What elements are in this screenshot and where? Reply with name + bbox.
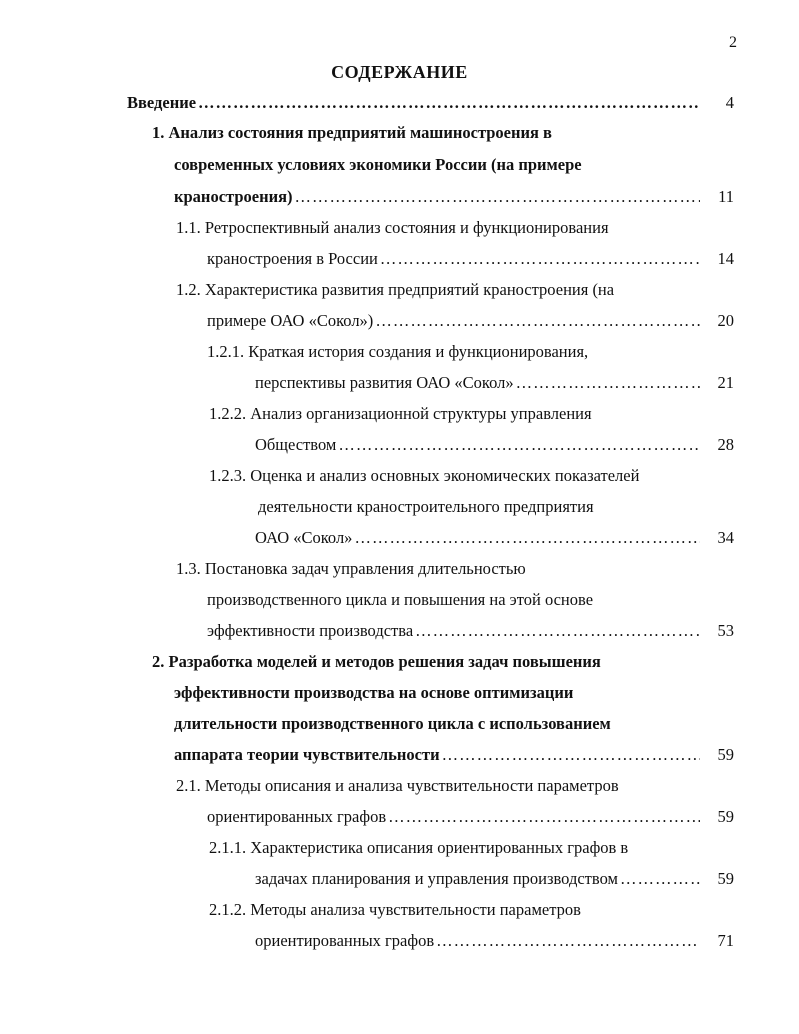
toc-entry-text: 1.2.1. Краткая история создания и функционирования, xyxy=(207,342,589,361)
toc-entry-text: 1.3. Постановка задач управления длительностью xyxy=(176,559,526,578)
toc-entry-text: краностроения) xyxy=(174,187,293,206)
toc-entry-text: примере ОАО «Сокол») xyxy=(207,311,374,330)
toc-page-number: 71 xyxy=(717,931,734,950)
page-number: 2 xyxy=(729,34,737,51)
toc-entry-text: деятельности краностроительного предприятия xyxy=(258,497,594,516)
toc-entry-text: 1.1. Ретроспективный анализ состояния и функционирования xyxy=(176,218,609,237)
toc-entry-text: аппарата теории чувствительности xyxy=(174,745,440,764)
toc-entry-text: 2.1. Методы описания и анализа чувствительности параметров xyxy=(176,776,619,795)
toc-entry-1-2-2 xyxy=(255,430,734,460)
toc-entry-1-2-1 xyxy=(255,368,734,398)
page-title: СОДЕРЖАНИЕ xyxy=(331,62,468,82)
toc-entry-text: 2. Разработка моделей и методов решения задач повышения xyxy=(152,652,601,671)
dot-leader xyxy=(338,430,700,460)
toc-entry-1-2-3 xyxy=(255,523,734,553)
dot-leader xyxy=(198,88,700,118)
toc-entry-chapter-2 xyxy=(174,740,734,770)
toc-entry-text: 1.2. Характеристика развития предприятий краностроения (на xyxy=(176,280,615,299)
toc-page-number: 59 xyxy=(717,869,734,888)
toc-entry-text: ориентированных графов xyxy=(255,931,435,950)
dot-leader xyxy=(375,306,700,336)
dot-leader xyxy=(380,244,700,274)
toc-page-number: 4 xyxy=(725,93,734,112)
toc-entry-text: длительности производственного цикла с использованием xyxy=(174,714,611,733)
toc-entry-1-2 xyxy=(207,306,734,336)
toc-entry-2-1 xyxy=(207,802,734,832)
toc-entry-text: Обществом xyxy=(255,435,337,454)
toc-entry-intro xyxy=(127,88,734,118)
dot-leader xyxy=(620,864,700,894)
dot-leader xyxy=(415,616,700,646)
toc-entry-chapter-1 xyxy=(174,182,734,212)
toc-entry-text: краностроения в России xyxy=(207,249,378,268)
toc-page-number: 59 xyxy=(717,745,734,764)
toc-page-number: 11 xyxy=(718,187,734,206)
dot-leader xyxy=(295,182,700,212)
toc-entry-text: современных условиях экономики России (на примере xyxy=(174,155,582,174)
toc-entry-text: ориентированных графов xyxy=(207,807,387,826)
toc-page-number: 59 xyxy=(717,807,734,826)
toc-entry-text: 2.1.2. Методы анализа чувствительности параметров xyxy=(209,900,581,919)
toc-entry-text: 1.2.2. Анализ организационной структуры управления xyxy=(209,404,592,423)
dot-leader xyxy=(436,926,700,956)
toc-entry-1-3 xyxy=(207,616,734,646)
dot-leader xyxy=(442,740,700,770)
toc-page-number: 20 xyxy=(717,311,734,330)
dot-leader xyxy=(388,802,700,832)
dot-leader xyxy=(516,368,700,398)
toc-page-number: 28 xyxy=(717,435,734,454)
toc-entry-text: 1. Анализ состояния предприятий машиностроения в xyxy=(152,123,552,142)
toc-entry-text: перспективы развития ОАО «Сокол» xyxy=(255,373,514,392)
toc-page-number: 53 xyxy=(717,621,734,640)
toc-entry-2-1-2 xyxy=(255,926,734,956)
toc-entry-text: Введение xyxy=(127,93,197,112)
toc-entry-text: 2.1.1. Характеристика описания ориентированных графов в xyxy=(209,838,629,857)
toc-page-number: 34 xyxy=(717,528,734,547)
toc-entry-text: эффективности производства xyxy=(207,621,414,640)
toc-entry-1-1 xyxy=(207,244,734,274)
toc-entry-2-1-1 xyxy=(255,864,734,894)
toc-page-number: 21 xyxy=(717,373,734,392)
dot-leader xyxy=(354,523,700,553)
toc-page-number: 14 xyxy=(717,249,734,268)
toc-entry-text: производственного цикла и повышения на этой основе xyxy=(207,590,594,609)
toc-entry-text: 1.2.3. Оценка и анализ основных экономических показателей xyxy=(209,466,640,485)
toc-entry-text: ОАО «Сокол» xyxy=(255,528,353,547)
toc-entry-text: задачах планирования и управления производством xyxy=(255,869,618,888)
toc-entry-text: эффективности производства на основе оптимизации xyxy=(174,683,574,702)
